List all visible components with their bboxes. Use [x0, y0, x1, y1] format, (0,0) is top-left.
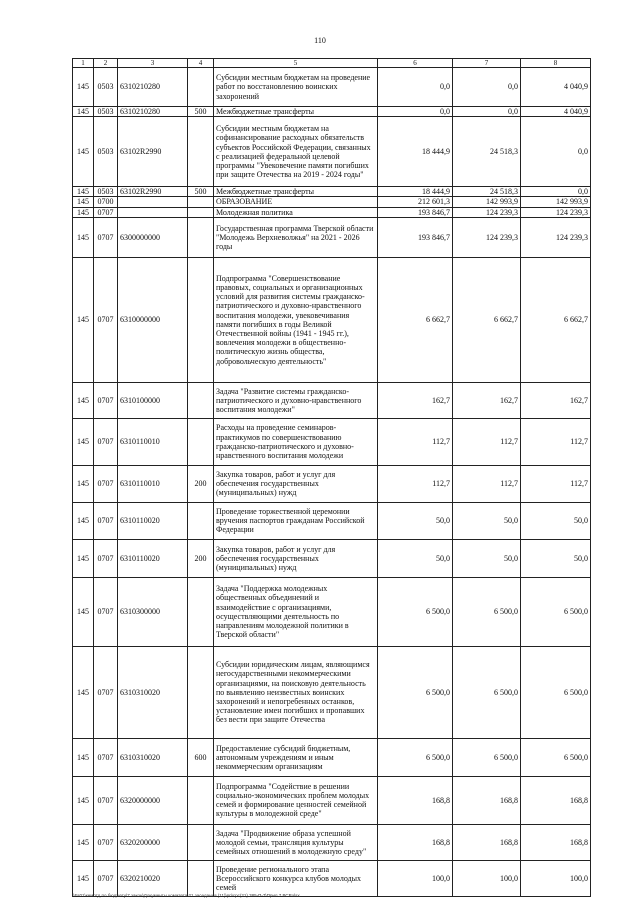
- description-cell: Закупка товаров, работ и услуг для обеспечения государственных (муниципальных) нужд: [214, 465, 378, 502]
- amount-year2-cell: 112,7: [453, 465, 521, 502]
- description-cell: Межбюджетные трансферты: [214, 107, 378, 117]
- amount-year2-cell: 0,0: [453, 68, 521, 107]
- description-cell: Проведение регионального этапа Всероссийского конкурса клубов молодых семей: [214, 860, 378, 896]
- table-row: [73, 418, 591, 465]
- column-header: 6: [378, 59, 453, 68]
- amount-year3-cell: 124 239,3: [521, 217, 591, 257]
- table-row: [73, 117, 591, 187]
- gov-code-cell: 145: [73, 646, 94, 738]
- amount-year1-cell: 6 662,7: [378, 257, 453, 382]
- table-row: [73, 107, 591, 117]
- description-cell: Молодежная политика: [214, 207, 378, 217]
- amount-year3-cell: 4 040,9: [521, 107, 591, 117]
- section-cell: 0707: [94, 646, 118, 738]
- section-cell: 0707: [94, 738, 118, 776]
- amount-year3-cell: 50,0: [521, 502, 591, 539]
- section-cell: 0503: [94, 68, 118, 107]
- target-article-cell: 6310210280: [118, 107, 188, 117]
- description-cell: Субсидии местным бюджетам на софинансирование расходных обязательств субъектов Российской Федерации, связанных с реализацией федеральной целевой программы "Увековечение памяти погибших при защите Отечества на 2019 - 2024 годы": [214, 117, 378, 187]
- section-cell: 0707: [94, 465, 118, 502]
- amount-year2-cell: 6 500,0: [453, 577, 521, 646]
- gov-code-cell: 145: [73, 68, 94, 107]
- amount-year3-cell: 112,7: [521, 418, 591, 465]
- gov-code-cell: 145: [73, 539, 94, 577]
- expense-type-cell: [188, 824, 214, 860]
- amount-year3-cell: 100,0: [521, 860, 591, 896]
- gov-code-cell: 145: [73, 465, 94, 502]
- section-cell: 0707: [94, 860, 118, 896]
- expense-type-cell: 200: [188, 465, 214, 502]
- table-row: [73, 217, 591, 257]
- description-cell: ОБРАЗОВАНИЕ: [214, 197, 378, 207]
- section-cell: 0707: [94, 776, 118, 824]
- amount-year3-cell: 0,0: [521, 117, 591, 187]
- target-article-cell: 6310100000: [118, 382, 188, 418]
- description-cell: Подпрограмма "Содействие в решении социально-экономических проблем молодых семей и формирование ценностей семейной культуры в молодежной среде": [214, 776, 378, 824]
- target-article-cell: 63102R2990: [118, 187, 188, 197]
- expense-type-cell: [188, 502, 214, 539]
- target-article-cell: 6310310020: [118, 646, 188, 738]
- description-cell: Задача "Развитие системы гражданско-патриотического и духовно-нравственного воспитания молодежи": [214, 382, 378, 418]
- target-article-cell: 6310300000: [118, 577, 188, 646]
- amount-year1-cell: 0,0: [378, 68, 453, 107]
- target-article-cell: [118, 207, 188, 217]
- amount-year2-cell: 124 239,3: [453, 217, 521, 257]
- amount-year3-cell: 124 239,3: [521, 207, 591, 217]
- description-cell: Расходы на проведение семинаров-практикумов по совершенствованию гражданско-патриотического и духовно-нравственного воспитания молодежи: [214, 418, 378, 465]
- table-row: [73, 860, 591, 896]
- amount-year1-cell: 0,0: [378, 107, 453, 117]
- amount-year2-cell: 100,0: [453, 860, 521, 896]
- table-row: [73, 577, 591, 646]
- expense-type-cell: [188, 217, 214, 257]
- table-row: [73, 776, 591, 824]
- amount-year2-cell: 6 500,0: [453, 738, 521, 776]
- page-number: 110: [314, 36, 326, 45]
- table-row: [73, 257, 591, 382]
- column-header: 2: [94, 59, 118, 68]
- gov-code-cell: 145: [73, 217, 94, 257]
- amount-year3-cell: 168,8: [521, 776, 591, 824]
- gov-code-cell: 145: [73, 257, 94, 382]
- table-row: [73, 646, 591, 738]
- gov-code-cell: 145: [73, 418, 94, 465]
- amount-year3-cell: 168,8: [521, 824, 591, 860]
- amount-year2-cell: 50,0: [453, 539, 521, 577]
- target-article-cell: 6320200000: [118, 824, 188, 860]
- amount-year2-cell: 112,7: [453, 418, 521, 465]
- target-article-cell: 6300000000: [118, 217, 188, 257]
- section-cell: 0707: [94, 382, 118, 418]
- table-row: [73, 824, 591, 860]
- amount-year1-cell: 18 444,9: [378, 187, 453, 197]
- amount-year1-cell: 168,8: [378, 824, 453, 860]
- section-cell: 0503: [94, 187, 118, 197]
- amount-year3-cell: 6 500,0: [521, 646, 591, 738]
- column-header: 4: [188, 59, 214, 68]
- table-row: [73, 207, 591, 217]
- amount-year3-cell: 6 500,0: [521, 577, 591, 646]
- section-cell: 0707: [94, 418, 118, 465]
- column-header: 7: [453, 59, 521, 68]
- expense-type-cell: [188, 382, 214, 418]
- gov-code-cell: 145: [73, 207, 94, 217]
- amount-year1-cell: 50,0: [378, 539, 453, 577]
- section-cell: 0503: [94, 117, 118, 187]
- description-cell: Задача "Поддержка молодежных общественных объединений и взаимодействие с организациями, осуществляющими деятельность по направлениям молодежной политики в Тверской области": [214, 577, 378, 646]
- expense-type-cell: [188, 646, 214, 738]
- expense-type-cell: 500: [188, 187, 214, 197]
- file-path-footer: \\Fs01\кемотд по бюджету\7 закон\Документы комитета\21 заседания (11)\рп\срс(21) 385-П-7\Прил 7 ВСР.xlsx: [72, 893, 300, 898]
- amount-year3-cell: 6 500,0: [521, 738, 591, 776]
- target-article-cell: 6310110020: [118, 539, 188, 577]
- amount-year1-cell: 112,7: [378, 418, 453, 465]
- amount-year1-cell: 168,8: [378, 776, 453, 824]
- section-cell: 0707: [94, 257, 118, 382]
- gov-code-cell: 145: [73, 860, 94, 896]
- amount-year1-cell: 6 500,0: [378, 577, 453, 646]
- description-cell: Субсидии местным бюджетам на проведение работ по восстановлению воинских захоронений: [214, 68, 378, 107]
- amount-year3-cell: 4 040,9: [521, 68, 591, 107]
- column-number-header-row: [73, 59, 591, 68]
- amount-year1-cell: 50,0: [378, 502, 453, 539]
- amount-year3-cell: 6 662,7: [521, 257, 591, 382]
- section-cell: 0503: [94, 107, 118, 117]
- expense-type-cell: 600: [188, 738, 214, 776]
- gov-code-cell: 145: [73, 117, 94, 187]
- expense-type-cell: [188, 207, 214, 217]
- amount-year2-cell: 142 993,9: [453, 197, 521, 207]
- amount-year3-cell: 142 993,9: [521, 197, 591, 207]
- amount-year3-cell: 112,7: [521, 465, 591, 502]
- gov-code-cell: 145: [73, 107, 94, 117]
- column-header: 8: [521, 59, 591, 68]
- amount-year1-cell: 18 444,9: [378, 117, 453, 187]
- column-header: 5: [214, 59, 378, 68]
- target-article-cell: 6320000000: [118, 776, 188, 824]
- amount-year2-cell: 6 662,7: [453, 257, 521, 382]
- expense-type-cell: [188, 117, 214, 187]
- section-cell: 0707: [94, 207, 118, 217]
- section-cell: 0707: [94, 539, 118, 577]
- target-article-cell: 6320210020: [118, 860, 188, 896]
- target-article-cell: 6310000000: [118, 257, 188, 382]
- table-row: [73, 187, 591, 197]
- description-cell: Предоставление субсидий бюджетным, автономным учреждениям и иным некоммерческим организациям: [214, 738, 378, 776]
- gov-code-cell: 145: [73, 187, 94, 197]
- amount-year3-cell: 0,0: [521, 187, 591, 197]
- table-row: [73, 465, 591, 502]
- table-row: [73, 502, 591, 539]
- amount-year1-cell: 100,0: [378, 860, 453, 896]
- amount-year2-cell: 124 239,3: [453, 207, 521, 217]
- expense-type-cell: [188, 860, 214, 896]
- table-row: [73, 382, 591, 418]
- table-row: [73, 539, 591, 577]
- budget-table: [72, 58, 591, 897]
- expense-type-cell: 200: [188, 539, 214, 577]
- expense-type-cell: [188, 776, 214, 824]
- amount-year2-cell: 168,8: [453, 776, 521, 824]
- amount-year1-cell: 6 500,0: [378, 738, 453, 776]
- gov-code-cell: 145: [73, 577, 94, 646]
- gov-code-cell: 145: [73, 824, 94, 860]
- amount-year1-cell: 212 601,3: [378, 197, 453, 207]
- section-cell: 0707: [94, 217, 118, 257]
- section-cell: 0707: [94, 824, 118, 860]
- amount-year1-cell: 112,7: [378, 465, 453, 502]
- target-article-cell: 6310110010: [118, 418, 188, 465]
- description-cell: Задача "Продвижение образа успешной молодой семьи, трансляция культуры семейных отношений в молодежную среду": [214, 824, 378, 860]
- gov-code-cell: 145: [73, 382, 94, 418]
- description-cell: Субсидии юридическим лицам, являющимся негосударственными некоммерческими организациями, на поисковую деятельность по выявлению неизвестных воинских захоронений и непогребенных останков, установление имен погибших и пропавших без вести при защите Отечества: [214, 646, 378, 738]
- description-cell: Проведение торжественной церемонии вручения паспортов гражданам Российской Федерации: [214, 502, 378, 539]
- amount-year2-cell: 24 518,3: [453, 117, 521, 187]
- expense-type-cell: [188, 257, 214, 382]
- amount-year2-cell: 24 518,3: [453, 187, 521, 197]
- target-article-cell: 6310310020: [118, 738, 188, 776]
- expense-type-cell: [188, 418, 214, 465]
- expense-type-cell: 500: [188, 107, 214, 117]
- description-cell: Подпрограмма "Совершенствование правовых, социальных и организационных условий для развития системы гражданско-патриотического и духовно-нравственного воспитания молодежи, увековечивания памяти погибших в годы Великой Отечественной войны (1941 - 1945 гг.), вовлечения молодежи в общественно-политическую жизнь общества, добровольческую деятельность": [214, 257, 378, 382]
- amount-year2-cell: 0,0: [453, 107, 521, 117]
- target-article-cell: [118, 197, 188, 207]
- amount-year3-cell: 162,7: [521, 382, 591, 418]
- description-cell: Закупка товаров, работ и услуг для обеспечения государственных (муниципальных) нужд: [214, 539, 378, 577]
- table-row: [73, 738, 591, 776]
- table-row: [73, 197, 591, 207]
- target-article-cell: 6310110020: [118, 502, 188, 539]
- target-article-cell: 6310210280: [118, 68, 188, 107]
- section-cell: 0707: [94, 577, 118, 646]
- column-header: 3: [118, 59, 188, 68]
- table-row: [73, 68, 591, 107]
- amount-year2-cell: 162,7: [453, 382, 521, 418]
- amount-year3-cell: 50,0: [521, 539, 591, 577]
- gov-code-cell: 145: [73, 738, 94, 776]
- expense-type-cell: [188, 68, 214, 107]
- expense-type-cell: [188, 197, 214, 207]
- description-cell: Межбюджетные трансферты: [214, 187, 378, 197]
- amount-year1-cell: 193 846,7: [378, 207, 453, 217]
- description-cell: Государственная программа Тверской области "Молодежь Верхневолжья" на 2021 - 2026 годы: [214, 217, 378, 257]
- target-article-cell: 6310110010: [118, 465, 188, 502]
- column-header: 1: [73, 59, 94, 68]
- amount-year2-cell: 6 500,0: [453, 646, 521, 738]
- amount-year1-cell: 6 500,0: [378, 646, 453, 738]
- amount-year2-cell: 50,0: [453, 502, 521, 539]
- amount-year2-cell: 168,8: [453, 824, 521, 860]
- gov-code-cell: 145: [73, 776, 94, 824]
- expense-type-cell: [188, 577, 214, 646]
- amount-year1-cell: 193 846,7: [378, 217, 453, 257]
- section-cell: 0707: [94, 502, 118, 539]
- section-cell: 0700: [94, 197, 118, 207]
- gov-code-cell: 145: [73, 197, 94, 207]
- target-article-cell: 63102R2990: [118, 117, 188, 187]
- gov-code-cell: 145: [73, 502, 94, 539]
- amount-year1-cell: 162,7: [378, 382, 453, 418]
